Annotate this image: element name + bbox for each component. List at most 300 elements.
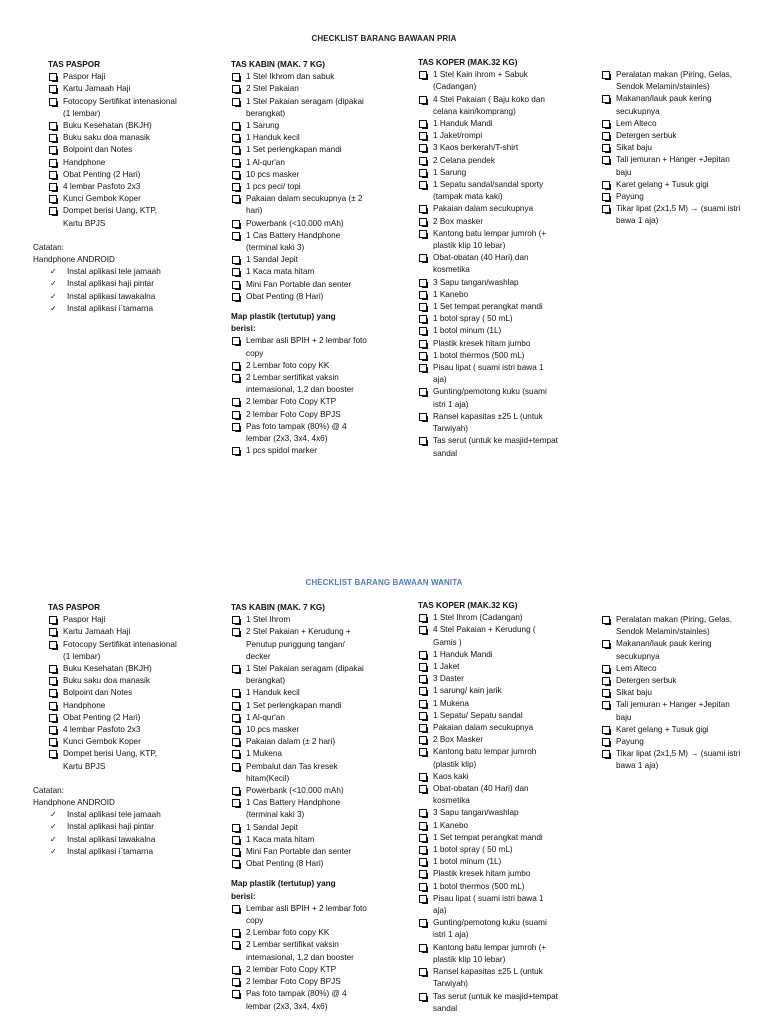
item-text: 3 Kaos berkerah/T-shirt [433, 143, 519, 153]
checkbox-icon [419, 968, 427, 976]
checklist-item [231, 964, 371, 976]
item-text: 4 lembar Pasfoto 2x3 [63, 725, 141, 735]
col-heading: TAS KOPER (MAK.32 KG) [418, 58, 518, 67]
checklist-item [601, 736, 741, 748]
checkbox-icon [419, 993, 427, 1001]
checklist [418, 612, 558, 1015]
col-heading: TAS PASPOR [48, 60, 101, 69]
item-text: 2 Lembar sertifikat vaksin internasional, 1,2 dan booster [246, 940, 354, 962]
item-text: 1 Sepatu sandal/sandal sporty (tampak mata kaki) [433, 180, 544, 202]
col-tas-kabin [231, 602, 371, 1013]
checkbox-icon [419, 895, 427, 903]
item-text: 1 Al-qur'an [246, 712, 285, 722]
item-text: 1 Kaca mata hitam [246, 267, 315, 277]
item-text: Powerbank (<10.000 mAh) [246, 218, 344, 228]
item-text: 1 sarung/ kain jarik [433, 686, 502, 696]
item-text: 1 Kanebo [433, 289, 469, 299]
checklist-item [231, 712, 371, 724]
checkbox-icon [232, 848, 240, 856]
checklist-item [601, 724, 741, 736]
checkbox-icon [602, 750, 610, 758]
note-item [33, 809, 178, 821]
checklist-item [418, 893, 558, 917]
checkbox-icon [232, 929, 240, 937]
notes-label: Catatan: [33, 242, 64, 252]
checkbox-icon [419, 944, 427, 952]
checklist-item [418, 612, 558, 624]
item-text: 1 botol spray ( 50 mL) [433, 845, 513, 855]
item-text: Obat Penting (2 Hari) [63, 169, 141, 179]
checkbox-icon [602, 689, 610, 697]
checklist-item [418, 746, 558, 770]
checkbox-icon [232, 763, 240, 771]
item-text: Payung [616, 737, 644, 747]
item-text: Bolpoint dan Notes [63, 688, 133, 698]
checklist-item [231, 834, 371, 846]
checklist-item [231, 903, 371, 927]
checklist-item [418, 856, 558, 868]
item-text: Detergen serbuk [616, 131, 677, 141]
item-text: Tas serut (untuk ke masjid+tempat sandal [433, 991, 558, 1013]
item-text: Ransel kapasitas ±25 L (untuk Tarwiyah) [433, 411, 543, 434]
note-text: Instal aplikasi tawakalna [67, 291, 156, 301]
checkmark-icon: ✓ [50, 279, 57, 289]
col-heading: TAS KABIN (MAK. 7 KG) [231, 603, 325, 612]
item-text: 1 botol minum (1L) [433, 857, 502, 867]
item-text: 1 Stel Ihrom (Cadangan) [433, 613, 523, 623]
checkmark-icon: ✓ [50, 267, 57, 277]
item-text: Obat Penting (2 Hari) [63, 712, 141, 722]
col-tas-paspor [33, 602, 178, 858]
item-text: Plastik kresek hitam jumbo [433, 338, 531, 348]
checklist [48, 614, 178, 773]
item-text: Pakaian dalam secukupnya [433, 204, 534, 214]
checklist-item [418, 661, 558, 673]
item-text: Buku Kesehatan (BKJH) [63, 121, 152, 131]
checklist-item [48, 675, 178, 687]
checkbox-icon [49, 714, 57, 722]
checkbox-icon [49, 641, 57, 649]
checklist-item [601, 675, 741, 687]
checklist-item [418, 624, 558, 648]
notes-sub: Handphone ANDROID [33, 255, 115, 265]
item-text: 1 Stel Kain ihrom + Sabuk (Cadangan) [433, 70, 528, 92]
checkbox-icon [419, 822, 427, 830]
checklist-item [418, 868, 558, 880]
item-text: 1 Jaket [433, 662, 460, 672]
item-text: Pakaian dalam secukupnya [433, 723, 534, 733]
item-text: 1 Sepatu/ Sepatu sandal [433, 710, 523, 720]
checkbox-icon [419, 834, 427, 842]
item-text: 2 lembar Foto Copy KTP [246, 964, 337, 974]
checkbox-icon [49, 689, 57, 697]
checkbox-icon [419, 614, 427, 622]
note-text: Instal aplikasi tawakalna [67, 834, 156, 844]
checklist-item [231, 663, 371, 687]
item-text: 3 Sapu tangan/washlap [433, 277, 519, 287]
checkbox-icon [232, 616, 240, 624]
checkbox-icon [49, 628, 57, 636]
item-text: Mini Fan Portable dan senter [246, 279, 352, 289]
item-text: Peralatan makan (Piring, Gelas, Sendok Melamin/stainles) [616, 70, 733, 92]
item-text: Makanan/lauk pauk kering secukupnya [616, 639, 712, 661]
item-text: Dompet berisi Uang, KTP, Kartu BPJS [63, 749, 158, 771]
checklist-item [231, 797, 371, 821]
checkbox-icon [232, 990, 240, 998]
checkbox-icon [232, 941, 240, 949]
checklist-item [231, 748, 371, 760]
checkbox-icon [232, 714, 240, 722]
item-text: Gunting/pemotong kuku (suami istri 1 aja) [433, 918, 547, 940]
checklist-item [48, 724, 178, 736]
checklist-item [418, 832, 558, 844]
checkbox-icon [419, 748, 427, 756]
note-item [33, 821, 178, 833]
item-text: 1 Jaket/rompi [433, 131, 483, 141]
checklist-item [231, 687, 371, 699]
checklist-item [601, 663, 741, 675]
item-text: 10 pcs masker [246, 169, 300, 179]
checklist-item [48, 736, 178, 748]
item-text: 2 Box Masker [433, 735, 484, 745]
item-text: 4 Stel Pakaian + Kerudung ( Gamis ) [433, 625, 536, 647]
item-text: 1 Kanebo [433, 820, 469, 830]
checkbox-icon [602, 677, 610, 685]
notes-list [33, 809, 178, 858]
item-text: Sikat baju [616, 688, 652, 698]
checkbox-icon [419, 773, 427, 781]
checkbox-icon [232, 905, 240, 913]
checklist-item [231, 785, 371, 797]
checklist-item [601, 687, 741, 699]
checkbox-icon [49, 665, 57, 673]
checkbox-icon [232, 966, 240, 974]
col-heading: TAS KOPER (MAK.32 KG) [418, 601, 518, 610]
item-text: 1 Set tempat perangkat mandi [433, 832, 543, 842]
checklist-item [48, 663, 178, 675]
item-text: Pembalut dan Tas kresek hitam(Kecil) [246, 761, 338, 783]
checklist-item [231, 736, 371, 748]
checklist-item [418, 820, 558, 832]
item-text: Lem Alteco [616, 118, 657, 128]
checkbox-icon [419, 651, 427, 659]
item-text: Sikat baju [616, 143, 652, 153]
checkbox-icon [419, 626, 427, 634]
item-text: 1 Cas Battery Handphone (terminal kaki 3) [246, 230, 341, 253]
item-text: 3 Sapu tangan/washlap [433, 808, 519, 818]
checkbox-icon [232, 750, 240, 758]
checklist-item [418, 673, 558, 685]
checkbox-icon [232, 836, 240, 844]
item-text: Handphone [63, 700, 106, 710]
note-item [33, 846, 178, 858]
checkmark-icon: ✓ [50, 822, 57, 832]
item-text: 1 Cas Battery Handphone (terminal kaki 3) [246, 798, 341, 820]
checkbox-icon [49, 738, 57, 746]
item-text: Obat Penting (8 Hari) [246, 859, 324, 869]
checklist-item [231, 700, 371, 712]
checklist-item [601, 638, 741, 662]
checkbox-icon [232, 726, 240, 734]
item-text: Buku Kesehatan (BKJH) [63, 664, 152, 674]
item-text: Detergen serbuk [616, 676, 677, 686]
item-text: Pas foto tampak (80%) @ 4 lembar (2x3, 3x4, 4x6) [246, 989, 347, 1011]
item-text: Tikar lipat (2x1,5 M) → (suami istri bawa 1 aja) [616, 749, 741, 771]
checklist-item [48, 700, 178, 712]
item-text: 1 Sarung [246, 121, 280, 131]
checklist-item [231, 976, 371, 988]
item-text: Lem Alteco [616, 663, 657, 673]
item-text: Pakaian dalam secukupnya (± 2 hari) [246, 194, 363, 216]
checkbox-icon [49, 702, 57, 710]
item-text: Obat-obatan (40 Hari) dan kosmetika [433, 253, 529, 275]
checklist-item [48, 748, 178, 772]
item-text: Kantong batu lempar jumroh (+ plastik klip 10 lebar) [433, 228, 547, 251]
checkbox-icon [419, 846, 427, 854]
item-text: 1 Stel Pakaian seragam (dipakai berangkat) [246, 96, 364, 118]
item-text: 1 Mukena [433, 698, 469, 708]
checkbox-icon [419, 785, 427, 793]
checklist-item [418, 917, 558, 941]
item-text: Handphone [63, 157, 106, 167]
checklist-item [601, 699, 741, 723]
item-text: 1 Stel Ihrom [246, 615, 291, 625]
item-text: Pisau lipat ( suami istri bawa 1 aja) [433, 363, 544, 385]
item-text: 4 Stel Pakaian ( Baju koko dan celana kain/komprang) [433, 94, 545, 116]
section-title: CHECKLIST BARANG BAWAAN WANITA [305, 578, 463, 587]
item-text: 1 botol thermos (500 mL) [433, 350, 525, 360]
item-text: Kartu Jamaah Haji [63, 627, 131, 637]
item-text: Kantong batu lempar jumroh (plastik klip) [433, 747, 537, 769]
item-text: 2 lembar Foto Copy BPJS [246, 409, 341, 419]
checkbox-icon [419, 687, 427, 695]
item-text: Makanan/lauk pauk kering secukupnya [616, 94, 712, 116]
checkmark-icon: ✓ [50, 810, 57, 820]
item-text: Buku saku doa manasik [63, 133, 150, 143]
item-text: Tas serut (untuk ke masjid+tempat sandal [433, 436, 558, 458]
checklist-item [418, 649, 558, 661]
note-text: Instal aplikasi haji pintar [67, 822, 154, 832]
note-text: Instal aplikasi haji pintar [67, 279, 154, 289]
checkbox-icon [232, 738, 240, 746]
checkbox-icon [419, 883, 427, 891]
item-text: 1 Stel Ikhrom dan sabuk [246, 72, 335, 82]
checkbox-icon [232, 860, 240, 868]
item-text: Powerbank (<10.000 mAh) [246, 786, 344, 796]
item-text: Obat-obatan (40 Hari) dan kosmetika [433, 784, 529, 806]
note-item [33, 834, 178, 846]
checklist-item [418, 734, 558, 746]
checkbox-icon [419, 809, 427, 817]
checklist-item [231, 761, 371, 785]
checklist-item [418, 783, 558, 807]
item-text: 1 Stel Pakaian seragam (dipakai berangkat) [246, 664, 364, 686]
checklist-item [48, 639, 178, 663]
checkbox-icon [232, 665, 240, 673]
checkbox-icon [232, 978, 240, 986]
checkbox-icon [419, 675, 427, 683]
checklist-item [231, 822, 371, 834]
checklist-item [418, 942, 558, 966]
checkbox-icon [419, 736, 427, 744]
item-text: 2 Lembar foto copy KK [246, 928, 330, 938]
checklist-item [418, 881, 558, 893]
checkbox-icon [419, 919, 427, 927]
item-text: Dompet berisi Uang, KTP, Kartu BPJS [63, 206, 158, 228]
item-text: Pisau lipat ( suami istri bawa 1 aja) [433, 893, 544, 916]
checkbox-icon [232, 799, 240, 807]
checklist-item [418, 844, 558, 856]
item-text: 2 Celana pendek [433, 155, 495, 165]
map-heading: Map plastik (tertutup) yang berisi: [231, 879, 336, 901]
checklist-item [231, 614, 371, 626]
checklist [231, 614, 371, 870]
checkbox-icon [419, 663, 427, 671]
checkmark-icon: ✓ [50, 291, 57, 301]
item-text: 3 Daster [433, 674, 464, 684]
item-text: Mini Fan Portable dan senter [246, 847, 352, 857]
item-text: Karet gelang + Tusuk gigi [616, 179, 709, 189]
item-text: 1 Set perlengkapan mandi [246, 145, 342, 155]
item-text: 2 Stel Pakaian + Kerudung + Penutup punggung tangan/ decker [246, 627, 351, 661]
checklist-item [48, 712, 178, 724]
notes-sub: Handphone ANDROID [33, 798, 115, 808]
checkbox-icon [419, 858, 427, 866]
checkbox-icon [602, 616, 610, 624]
item-text: Kantong batu lempar jumroh (+ plastik klip 10 lebar) [433, 942, 547, 964]
item-text: 1 Set perlengkapan mandi [246, 700, 342, 710]
checkbox-icon [232, 628, 240, 636]
checkbox-icon [602, 738, 610, 746]
item-text: Kartu Jamaah Haji [63, 84, 131, 94]
notes-label: Catatan: [33, 785, 64, 795]
item-text: 1 Handuk kecil [246, 688, 300, 698]
item-text: 2 Lembar sertifikat vaksin internasional, 1,2 dan booster [246, 373, 354, 395]
item-text: 1 Handuk kecil [246, 133, 300, 143]
item-text: Fotocopy Sertifikat intenasional (1 lembar) [63, 96, 177, 118]
checklist-item [418, 722, 558, 734]
item-text: Kunci Gembok Koper [63, 737, 141, 747]
checkbox-icon [602, 701, 610, 709]
checkmark-icon: ✓ [50, 834, 57, 844]
checklist-item [231, 858, 371, 870]
checkmark-icon: ✓ [50, 846, 57, 856]
item-text: Payung [616, 192, 644, 202]
item-text: 1 Handuk Mandi [433, 649, 493, 659]
checkbox-icon [232, 702, 240, 710]
item-text: 1 Set tempat perangkat mandi [433, 302, 543, 312]
checkbox-icon [602, 726, 610, 734]
checkbox-icon [602, 640, 610, 648]
item-text: Paspor Haji [63, 615, 106, 625]
item-text: 1 Handuk Mandi [433, 119, 493, 129]
checkbox-icon [232, 787, 240, 795]
checklist-item [601, 748, 741, 772]
item-text: Paspor Haji [63, 72, 106, 82]
item-text: Pas foto tampak (80%) @ 4 lembar (2x3, 3x4, 4x6) [246, 421, 347, 444]
checkbox-icon [49, 750, 57, 758]
note-text: Instal aplikasi i`tamarna [67, 846, 154, 856]
checklist-item [48, 614, 178, 626]
checkbox-icon [419, 700, 427, 708]
checkbox-icon [232, 824, 240, 832]
item-text: 2 Stel Pakaian [246, 84, 299, 94]
col-heading: TAS PASPOR [48, 603, 101, 612]
item-text: Peralatan makan (Piring, Gelas, Sendok Melamin/stainles) [616, 615, 733, 637]
checklist-item [231, 927, 371, 939]
item-text: Kunci Gembok Koper [63, 194, 141, 204]
checklist-item [231, 939, 371, 963]
checkbox-icon [419, 712, 427, 720]
item-text: 1 Kaca mata hitam [246, 834, 315, 844]
item-text: 1 Sandal Jepit [246, 255, 298, 265]
checklist-item [418, 771, 558, 783]
item-text: 2 lembar Foto Copy BPJS [246, 977, 341, 987]
checkbox-icon [49, 677, 57, 685]
item-text: 1 Sandal Jepit [246, 822, 298, 832]
checklist-item [231, 724, 371, 736]
map-heading: Map plastik (tertutup) yang berisi: [231, 312, 336, 334]
item-text: Karet gelang + Tusuk gigi [616, 724, 709, 734]
item-text: Tikar lipat (2x1,5 M) → (suami istri bawa 1 aja) [616, 204, 741, 226]
item-text: 2 Lembar foto copy KK [246, 360, 330, 370]
item-text: Tali jemuran + Hanger +Jepitan baju [616, 155, 730, 177]
checklist-item [231, 626, 371, 663]
item-text: Kaos kaki [433, 771, 469, 781]
checklist-item [418, 966, 558, 990]
checklist-item [48, 626, 178, 638]
note-text: Instal aplikasi tele jamaah [67, 810, 161, 820]
item-text: 2 Box masker [433, 216, 484, 226]
checkbox-icon [419, 724, 427, 732]
checkbox-icon [49, 616, 57, 624]
checklist-item [418, 698, 558, 710]
checklist-item [418, 685, 558, 697]
section-title: CHECKLIST BARANG BAWAAN PRIA [311, 34, 457, 43]
checklist-item [231, 988, 371, 1012]
item-text: Lembar asli BPIH + 2 lembar foto copy [246, 903, 367, 926]
item-text: 2 lembar Foto Copy KTP [246, 397, 337, 407]
checklist-item [418, 710, 558, 722]
item-text: Buku saku doa manasik [63, 676, 150, 686]
item-text: 1 Sarung [433, 167, 467, 177]
checklist-item [231, 846, 371, 858]
col-extra [601, 614, 741, 773]
checkbox-icon [602, 665, 610, 673]
checklist [231, 903, 371, 1013]
checkbox-icon [419, 870, 427, 878]
note-text: Instal aplikasi tele jamaah [67, 267, 161, 277]
item-text: 1 botol thermos (500 mL) [433, 881, 525, 891]
checklist [601, 614, 741, 773]
item-text: Bolpoint dan Notes [63, 145, 133, 155]
item-text: 4 lembar Pasfoto 2x3 [63, 182, 141, 192]
checklist-item [48, 687, 178, 699]
item-text: Plastik kresek hitam jumbo [433, 869, 531, 879]
item-text: Fotocopy Sertifikat intenasional (1 lembar) [63, 639, 177, 661]
note-text: Instal aplikasi i`tamarna [67, 303, 154, 313]
checkbox-icon [49, 726, 57, 734]
checklist-item [418, 807, 558, 819]
col-heading: TAS KABIN (MAK. 7 KG) [231, 60, 325, 69]
item-text: 10 pcs masker [246, 725, 300, 735]
item-text: Lembar asli BPIH + 2 lembar foto copy [246, 336, 367, 358]
item-text: 1 pcs spidol marker [246, 446, 317, 456]
checkmark-icon: ✓ [50, 303, 57, 313]
item-text: 1 Al-qur'an [246, 157, 285, 167]
item-text: 1 Mukena [246, 749, 282, 759]
checkbox-icon [232, 689, 240, 697]
